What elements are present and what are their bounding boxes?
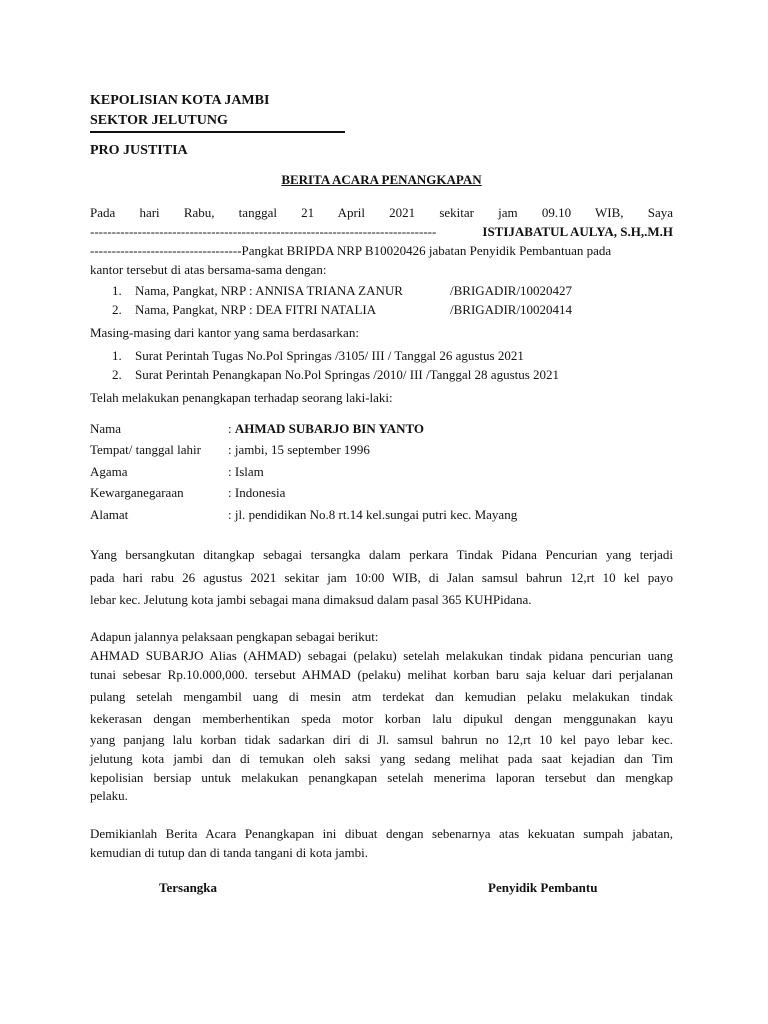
- companion-text: Nama, Pangkat, NRP : DEA FITRI NATALIA: [135, 302, 377, 317]
- companion-rank: /BRIGADIR/10020427: [450, 283, 573, 298]
- para2-line: Adapun jalannya pelaksaan pengkapan sebagai berikut:: [90, 629, 379, 644]
- order-text: Surat Perintah Tugas No.Pol Springas /3105/ III / Tanggal 26 agustus 2021: [135, 348, 524, 363]
- suspect-label: Nama: [90, 421, 122, 436]
- order-text: Surat Perintah Penangkapan No.Pol Springas /2010/ III /Tanggal 28 agustus 2021: [135, 367, 560, 382]
- intro-line-3: [90, 243, 673, 259]
- para1-line: Yang bersangkutan ditangkap sebagai tersangka dalam perkara Tindak Pidana Pencurian yang terjadi: [90, 547, 673, 562]
- para2-line: kekerasan dengan memberhentikan speda motor korban lalu dipukul dengan menggunakan kayu: [90, 711, 673, 726]
- para3-line: Demikianlah Berita Acara Penangkapan ini dibuat dengan sebenarnya atas kekuatan sumpah jabatan,: [90, 826, 673, 841]
- suspect-value: : jl. pendidikan No.8 rt.14 kel.sungai putri kec. Mayang: [228, 507, 518, 522]
- arrest-intro: Telah melakukan penangkapan terhadap seorang laki-laki:: [90, 390, 393, 405]
- intro-rank-text: Pangkat BRIPDA NRP B10020426 jabatan Penyidik Pembantuan pada: [241, 243, 612, 258]
- para2-line: pelaku.: [90, 788, 128, 803]
- intro-line-2: [90, 224, 673, 240]
- companion-text: Nama, Pangkat, NRP : ANNISA TRIANA ZANUR: [135, 283, 403, 298]
- officer-name: ISTIJABATUL AULYA, S.H,.M.H: [478, 224, 673, 240]
- para1-line: lebar kec. Jelutung kota jambi sebagai mana dimaksud dalam pasal 365 KUHPidana.: [90, 592, 532, 607]
- org-name: KEPOLISIAN KOTA JAMBI: [90, 93, 270, 108]
- signature-investigator: Penyidik Pembantu: [488, 880, 598, 895]
- order-number: 1.: [112, 348, 122, 363]
- document-page: [90, 0, 673, 1024]
- signature-suspect: Tersangka: [159, 880, 218, 895]
- para2-line: jelutung kota jambi dan di temukan oleh saksi yang sedang melihat pada saat kejadian dan Tim: [90, 751, 673, 766]
- para2-line: kepolisian bersiap untuk melakukan penangkapan setelah menerima laporan tersebut dan mengkap: [90, 770, 673, 785]
- suspect-label: Kewarganegaraan: [90, 485, 184, 500]
- org-sector: SEKTOR JELUTUNG: [90, 113, 228, 128]
- para2-line: yang panjang lalu korban tidak sadarkan diri di Jl. samsul bahrun no 12,rt 10 kel payo lebar kec.: [90, 732, 673, 747]
- para2-line: AHMAD SUBARJO Alias (AHMAD) sebagai (pelaku) setelah melakukan tindak pidana pencurian uang: [90, 648, 673, 663]
- header-divider: [90, 131, 345, 133]
- suspect-value: : AHMAD SUBARJO BIN YANTO: [228, 421, 425, 436]
- suspect-value: : Indonesia: [228, 485, 286, 500]
- para2-line: tunai sebesar Rp.10.000,000. tersebut AHMAD (pelaku) melihat korban baru saja keluar dari perjalanan: [90, 667, 673, 682]
- companion-rank: /BRIGADIR/10020414: [450, 302, 573, 317]
- para2-line: pulang setelah mengambil uang di mesin atm terdekat dan kemudian pelaku melakukan tindak: [90, 689, 673, 704]
- basis-intro: Masing-masing dari kantor yang sama berdasarkan:: [90, 325, 359, 340]
- companion-number: 1.: [112, 283, 122, 298]
- para1-line: pada hari rabu 26 agustus 2021 sekitar jam 10:00 WIB, di Jalan samsul bahrun 12,rt 10 kel payo: [90, 570, 673, 585]
- companion-number: 2.: [112, 302, 122, 317]
- document-title: BERITA ACARA PENANGKAPAN: [281, 172, 482, 187]
- intro-dashes: --------------------------------------------------------------------------------: [90, 224, 437, 239]
- suspect-label: Agama: [90, 464, 128, 479]
- suspect-label: Alamat: [90, 507, 129, 522]
- intro-dashes-2: -----------------------------------: [90, 243, 242, 258]
- suspect-label: Tempat/ tanggal lahir: [90, 442, 201, 457]
- para3-line: kemudian di tutup dan di tanda tangani di kota jambi.: [90, 845, 368, 860]
- order-number: 2.: [112, 367, 122, 382]
- suspect-value: : Islam: [228, 464, 264, 479]
- intro-line-1: Pada hari Rabu, tanggal 21 April 2021 sekitar jam 09.10 WIB, Saya: [90, 205, 673, 220]
- pro-justitia: PRO JUSTITIA: [90, 143, 188, 158]
- suspect-value: : jambi, 15 september 1996: [228, 442, 370, 457]
- intro-line-4: kantor tersebut di atas bersama-sama dengan:: [90, 262, 327, 277]
